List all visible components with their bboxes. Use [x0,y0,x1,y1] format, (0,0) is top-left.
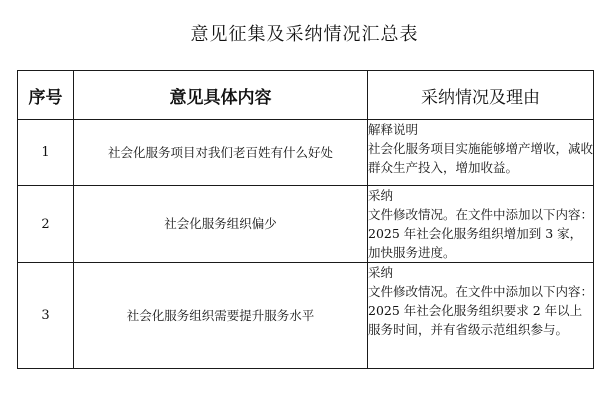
row-reason [368,186,594,263]
row-seq: 3 [18,263,74,369]
table-row [18,120,594,186]
header-reason: 采纳情况及理由 [368,71,594,120]
header-opinion: 意见具体内容 [74,71,368,120]
table-row [18,263,594,369]
row-status: 采纳 [368,188,394,203]
row-detail: 社会化服务项目实施能够增产增收，减收群众生产投入，增加收益。 [368,141,594,175]
row-seq: 2 [18,186,74,263]
row-reason [368,120,594,186]
header-seq: 序号 [18,71,74,120]
row-reason [368,263,594,369]
row-status: 解释说明 [368,122,419,137]
row-status: 采纳 [368,265,394,280]
summary-table [17,70,594,369]
row-opinion: 社会化服务组织需要提升服务水平 [74,263,368,369]
table-row [18,186,594,263]
row-opinion: 社会化服务项目对我们老百姓有什么好处 [74,120,368,186]
page-title: 意见征集及采纳情况汇总表 [190,24,419,45]
row-seq: 1 [18,120,74,186]
row-detail: 文件修改情况。在文件中添加以下内容：2025 年社会化服务组织增加到 3 家，加快服务进度。 [368,207,594,260]
row-opinion: 社会化服务组织偏少 [74,186,368,263]
row-detail: 文件修改情况。在文件中添加以下内容：2025 年社会化服务组织要求 2 年以上服务时间，并有省级示范组织参与。 [368,284,594,337]
table-header-row [18,71,594,120]
